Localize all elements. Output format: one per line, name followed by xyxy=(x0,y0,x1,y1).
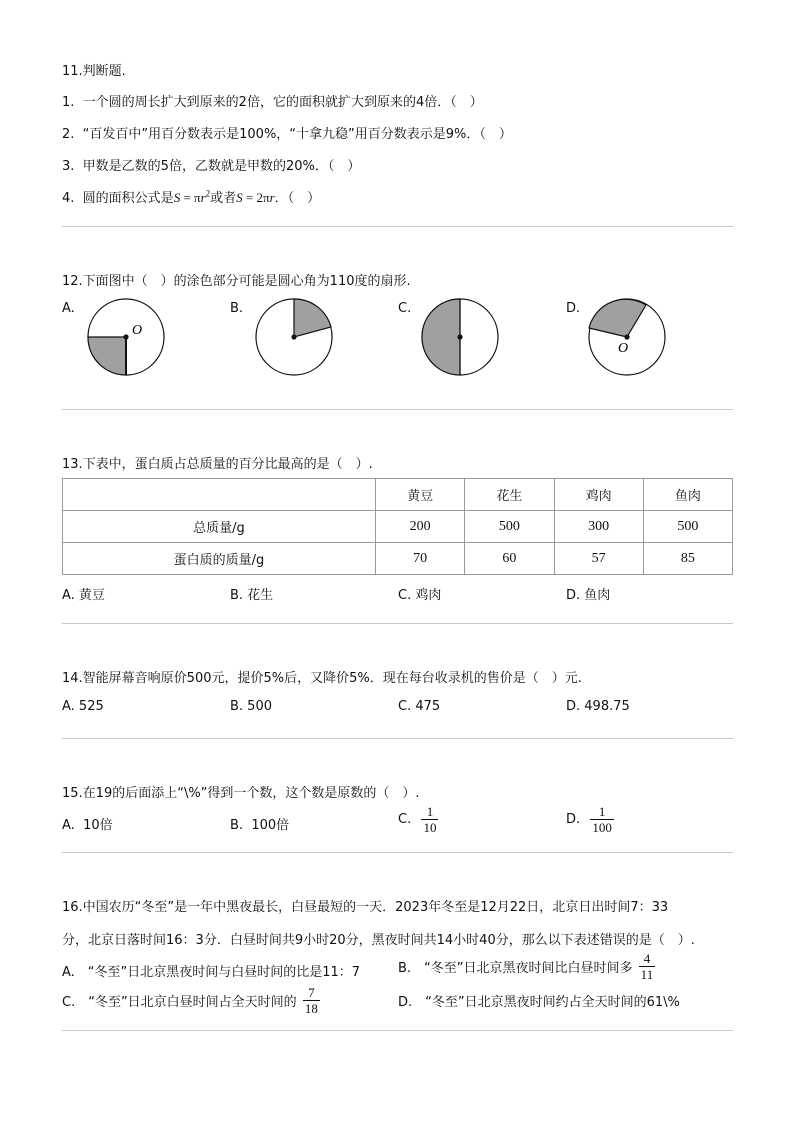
table-cell: 70 xyxy=(376,543,465,575)
q16-option-b: B. “冬至”日北京黑夜时间比白昼时间多 $\frac{4}{11}$ xyxy=(398,951,654,982)
fraction: $\frac{1}{100}$ xyxy=(592,804,612,835)
separator xyxy=(62,1030,733,1031)
q14-option-b: B. 500 xyxy=(230,699,272,714)
separator xyxy=(62,738,733,739)
q14-title: 14.智能屏幕音响原价500元，提价5%后，又降价5%．现在每台收录机的售价是（ ）元. xyxy=(62,671,582,686)
q12-option-a-label: A. xyxy=(62,301,75,316)
q12-option-c-figure xyxy=(420,297,500,377)
table-cell: 500 xyxy=(465,511,554,543)
q14-option-c: C. 475 xyxy=(398,699,441,714)
table-cell: 60 xyxy=(465,543,554,575)
center-label: O xyxy=(618,341,629,356)
table-row xyxy=(63,543,733,575)
q13-option-a: A. 黄豆 xyxy=(62,588,105,603)
q14-option-a: A. 525 xyxy=(62,699,104,714)
q16-line-2: 分，北京日落时间16：3分．白昼时间共9小时20分，黑夜时间共14小时40分，那么以下表述错误的是（ ）. xyxy=(62,933,695,948)
table-cell: 57 xyxy=(554,543,643,575)
separator xyxy=(62,409,733,410)
table-header-cell xyxy=(63,479,376,511)
center-point xyxy=(457,334,462,339)
protein-table xyxy=(62,478,733,575)
q16-line-1: 16.中国农历“冬至”是一年中黑夜最长，白昼最短的一天．2023年冬至是12月22日，北京日出时间7：33 xyxy=(62,900,669,915)
table-header-row xyxy=(63,479,733,511)
q15-option-b: B. 100倍 xyxy=(230,818,290,833)
q14-option-d: D. 498.75 xyxy=(566,699,630,714)
q12-option-c-label: C. xyxy=(398,301,412,316)
table-cell: 200 xyxy=(376,511,465,543)
separator xyxy=(62,852,733,853)
q12-option-b-label: B. xyxy=(230,301,244,316)
fraction: $\frac{7}{18}$ xyxy=(304,985,318,1016)
separator xyxy=(62,623,733,624)
row-label: 总质量/g xyxy=(63,511,376,543)
center-label: O xyxy=(132,323,143,338)
q12-option-a-figure xyxy=(86,297,166,377)
q12-option-d-label: D. xyxy=(566,301,581,316)
q16-option-a: A. “冬至”日北京黑夜时间与白昼时间的比是11：7 xyxy=(62,965,361,980)
center-point xyxy=(291,334,296,339)
q11-item-4: 4. 圆的面积公式是$S = \pi r^2$或者S = 2πr．（ ） xyxy=(62,188,321,206)
q11-item-2: 2. “百发百中”用百分数表示是100%，“十拿九稳”用百分数表示是9%．（ ） xyxy=(62,127,512,142)
q16-option-c: C. “冬至”日北京白昼时间占全天时间的 $\frac{7}{18}$ xyxy=(62,985,318,1016)
q15-title: 15.在19的后面添上“\%”得到一个数，这个数是原数的（ ）. xyxy=(62,786,420,801)
q13-option-c: C. 鸡肉 xyxy=(398,588,442,603)
separator xyxy=(62,226,733,227)
shaded-sector xyxy=(88,337,126,375)
table-cell: 300 xyxy=(554,511,643,543)
q13-title: 13.下表中，蛋白质占总质量的百分比最高的是（ ）. xyxy=(62,457,373,472)
q13-option-b: B. 花生 xyxy=(230,588,274,603)
table-header-cell: 黄豆 xyxy=(376,479,465,511)
table-cell: 500 xyxy=(643,511,732,543)
q15-option-d: D. $\frac{1}{100}$ xyxy=(566,804,612,835)
q11-item-1: 1. 一个圆的周长扩大到原来的2倍，它的面积就扩大到原来的4倍．（ ） xyxy=(62,95,483,110)
q13-option-d: D. 鱼肉 xyxy=(566,588,611,603)
q12-option-d-figure xyxy=(587,297,667,377)
q16-option-d: D. “冬至”日北京黑夜时间约占全天时间的61\% xyxy=(398,995,680,1010)
q12-option-b-figure xyxy=(254,297,334,377)
q11-title: 11.判断题. xyxy=(62,64,126,79)
q11-item-3: 3. 甲数是乙数的5倍，乙数就是甲数的20%．（ ） xyxy=(62,159,361,174)
row-label: 蛋白质的质量/g xyxy=(63,543,376,575)
fraction: $\frac{1}{10}$ xyxy=(423,804,437,835)
q15-option-c: C. $\frac{1}{10}$ xyxy=(398,804,437,835)
q15-option-a: A. 10倍 xyxy=(62,818,113,833)
table-row xyxy=(63,511,733,543)
table-header-cell: 花生 xyxy=(465,479,554,511)
table-header-cell: 鱼肉 xyxy=(643,479,732,511)
center-point xyxy=(123,334,128,339)
table-cell: 85 xyxy=(643,543,732,575)
shaded-sector xyxy=(422,299,460,375)
table-header-cell: 鸡肉 xyxy=(554,479,643,511)
center-point xyxy=(624,334,629,339)
fraction: $\frac{4}{11}$ xyxy=(640,951,654,982)
q12-title: 12.下面图中（ ）的涂色部分可能是圆心角为110度的扇形. xyxy=(62,274,411,289)
